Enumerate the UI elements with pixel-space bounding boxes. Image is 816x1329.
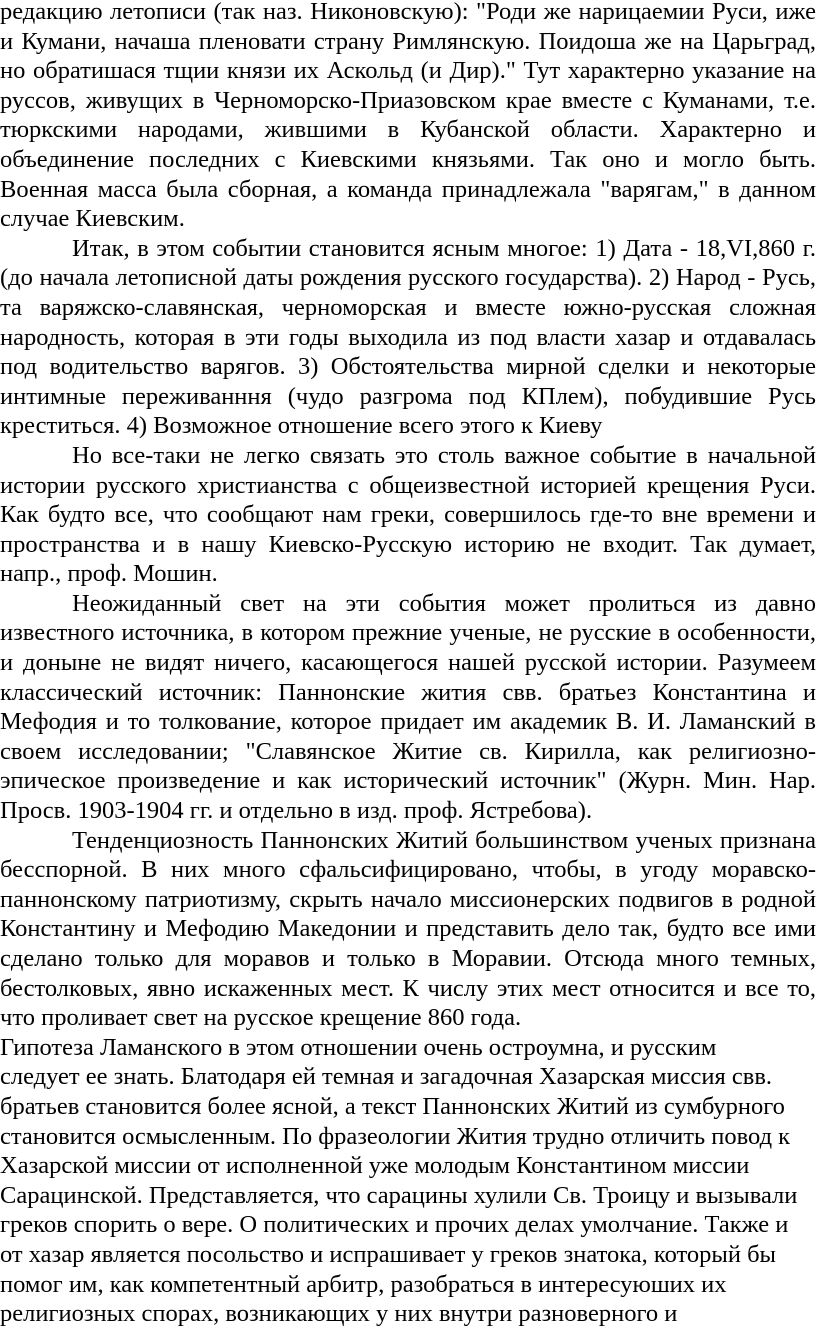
paragraph-2: Итак, в этом событии становится ясным многое: 1) Дата - 18,VI,860 г. (до начала летописной даты рождения русского государства). 2) Народ - Русь, та варяжско-славянская, черноморская и вместе южно-русская сложная народность, которая в эти годы выходила из под власти хазар и отдавалась под водительство варягов. 3) Обстоятельства мирной сделки и некоторые интимные переживанння (чудо разгрома под КПлем), побудившие Русь креститься. 4) Возможное отношение всего этого к Киеву bbox=[0, 234, 816, 440]
paragraph-5: Тенденциозность Паннонских Житий большинством ученых признана бесспорной. В них много сфальсифицировано, чтобы, в угоду моравско-паннонскому патриотизму, скрыть начало миссионерских подвигов в родной Константину и Мефодию Македонии и представить дело так, будто все ими сделано только для моравов и только в Моравии. Отсюда много темных, бестолковых, явно искаженных мест. К числу этих мест относится и все то, что проливает свет на русское крещение 860 года. bbox=[0, 826, 816, 1032]
paragraph-3: Но все-таки не легко связать это столь важное событие в начальной истории русского христианства с общеизвестной историей крещения Руси. Как будто все, что сообщают нам греки, совершилось где-то вне времени и пространства и в нашу Киевско-Русскую историю не входит. Так думает, напр., проф. Мошин. bbox=[0, 441, 816, 588]
paragraph-1: редакцию летописи (так наз. Никоновскую): "Роди же нарицаемии Руси, иже и Кумани, начаша пленовати страну Римлянскую. Поидоша же на Царьград, но обратишася тщии князи их Аскольд (и Дир)." Тут характерно указание на руссов, живущих в Черноморско-Приазовском крае вместе с Куманами, т.е. тюркскими народами, жившими в Кубанской области. Характерно и объединение последних с Киевскими князьями. Так оно и могло быть. Военная масса была сборная, а команда принадлежала "варягам," в данном случае Киевским. bbox=[0, 0, 816, 233]
paragraph-4: Неожиданный свет на эти события может пролиться из давно известного источника, в котором прежние ученые, не русские в особенности, и доныне не видят ничего, касающегося нашей русской истории. Разумеем классический источник: Паннонские жития свв. братьез Константина и Мефодия и то толкование, которое придает им академик В. И. Ламанский в своем исследовании; "Славянское Житие св. Кирилла, как религиозно-эпическое произведение и как исторический источник" (Журн. Мин. Нар. Просв. 1903-1904 гг. и отдельно в изд. проф. Ястребова). bbox=[0, 589, 816, 825]
paragraph-6: Гипотеза Ламанского в этом отношении очень остроумна, и русским следует ее знать. Блатодаря ей темная и загадочная Хазарская миссия свв. братьев становится более ясной, а текст Паннонских Житий из сумбурного становится осмысленным. По фразеологии Жития трудно отличить повод к Хазарской миссии от исполненной уже молодым Константином миссии Сарацинской. Представляется, что сарацины хулили Св. Троицу и вызывали греков спорить о вере. О политических и прочих делах умолчание. Также и от хазар является посольство и испрашивает у греков знатока, который бы помог им, как компетентный арбитр, разобраться в интересуюших их религиозных спорах, возникающих у них внутри разноверного и bbox=[0, 1033, 798, 1328]
